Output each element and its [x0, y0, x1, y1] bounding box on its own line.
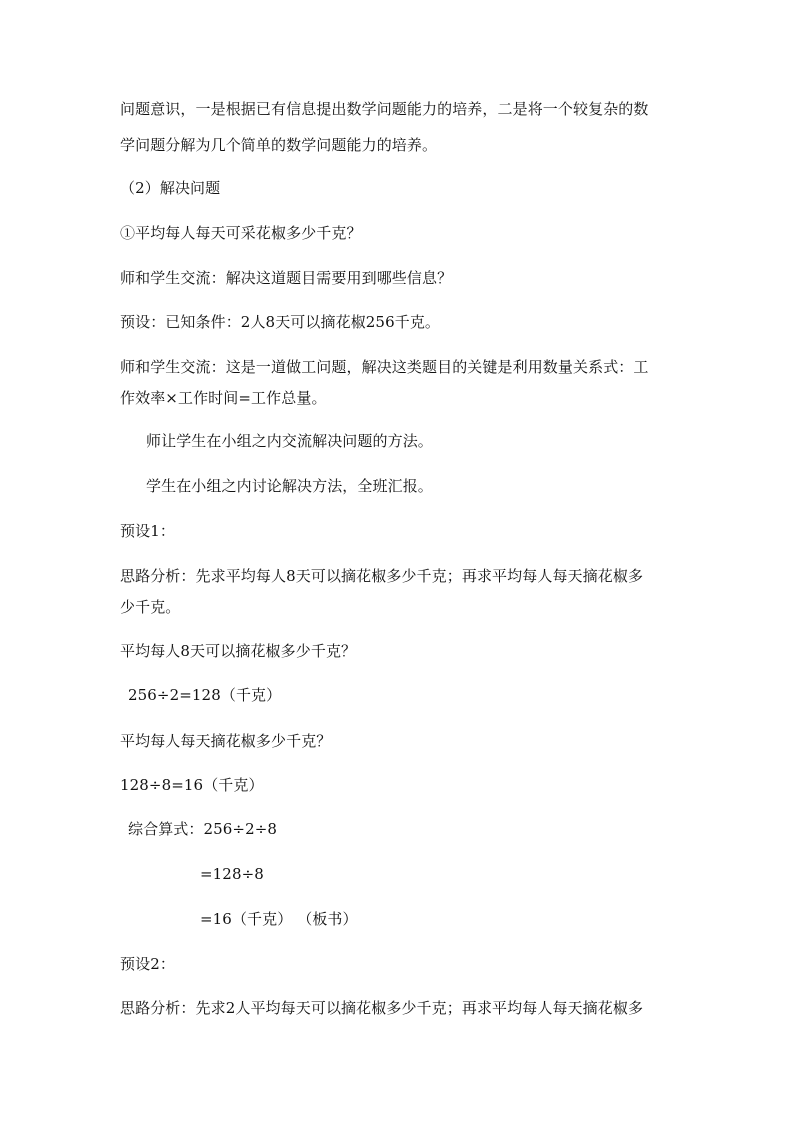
paragraph-line: 问题意识，一是根据已有信息提出数学问题能力的培养，二是将一个较复杂的数: [120, 100, 649, 118]
paragraph-line: 思路分析：先求平均每人8天可以摘花椒多少千克；再求平均每人每天摘花椒多: [120, 567, 644, 585]
preset-heading: 预设2：: [120, 955, 175, 973]
equation-line: 256÷2=128（千克）: [128, 686, 282, 704]
combined-equation-label: 综合算式：256÷2÷8: [128, 820, 278, 838]
equation-line: =128÷8: [200, 865, 264, 883]
preset-heading: 预设1：: [120, 522, 175, 540]
paragraph-line: 师让学生在小组之内交流解决问题的方法。: [146, 432, 433, 450]
section-heading: （2）解决问题: [120, 179, 221, 197]
paragraph-line: 思路分析：先求2人平均每天可以摘花椒多少千克；再求平均每人每天摘花椒多: [120, 999, 644, 1017]
paragraph-line: 预设：已知条件：2人8天可以摘花椒256千克。: [120, 313, 441, 331]
question-line: 平均每人每天摘花椒多少千克？: [120, 732, 332, 750]
paragraph-line: 学生在小组之内讨论解决方法，全班汇报。: [146, 477, 433, 495]
equation-line: 128÷8=16（千克）: [120, 776, 264, 794]
paragraph-line: 学问题分解为几个简单的数学问题能力的培养。: [120, 136, 438, 154]
paragraph-line: 师和学生交流：解决这道题目需要用到哪些信息？: [120, 269, 453, 287]
question-line: 平均每人8天可以摘花椒多少千克？: [120, 642, 357, 660]
question-line: ①平均每人每天可采花椒多少千克？: [120, 224, 362, 242]
paragraph-line: 少千克。: [120, 598, 181, 616]
paragraph-line: 师和学生交流：这是一道做工问题，解决这类题目的关键是利用数量关系式：工: [120, 358, 649, 376]
equation-line: =16（千克） （板书）: [200, 910, 358, 928]
paragraph-line: 作效率×工作时间=工作总量。: [120, 389, 327, 407]
